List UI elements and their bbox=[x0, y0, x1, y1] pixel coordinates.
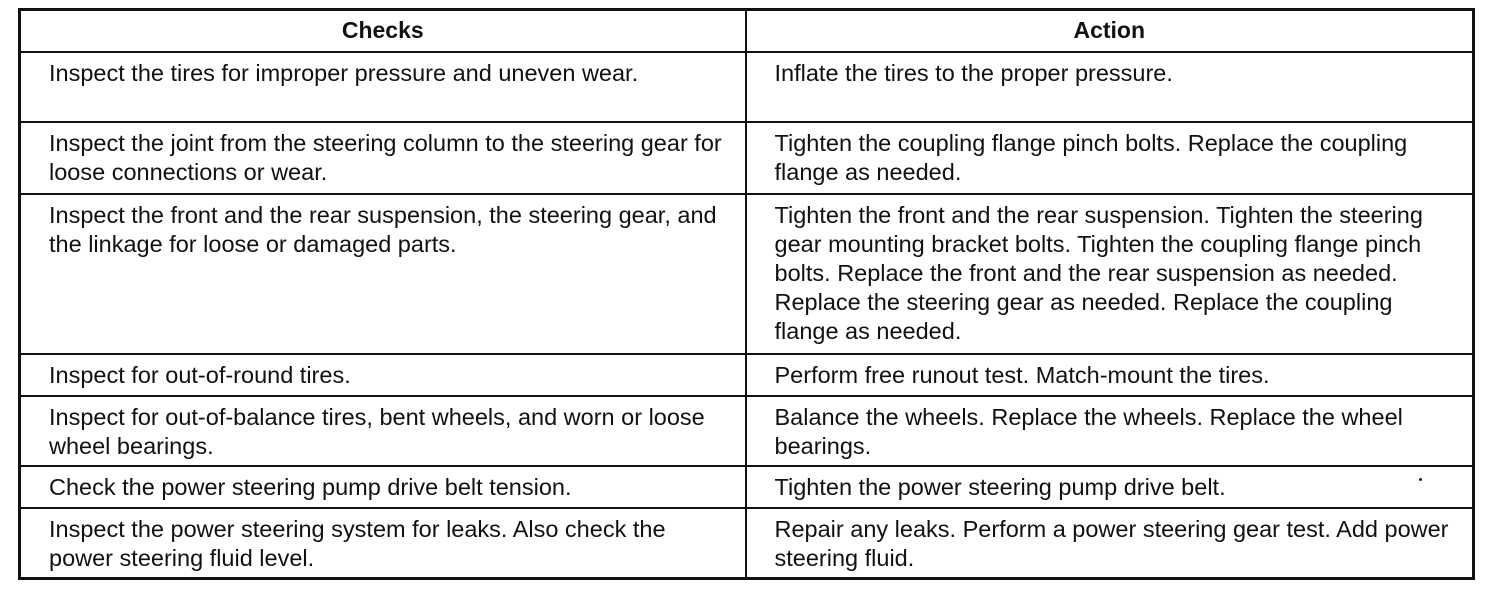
table-row bbox=[20, 508, 1474, 578]
check-cell: Check the power steering pump drive belt tension. bbox=[20, 466, 746, 508]
action-cell: Balance the wheels. Replace the wheels. Replace the wheel bearings. bbox=[746, 396, 1474, 466]
column-header-action: Action bbox=[746, 10, 1474, 53]
scan-speck bbox=[1419, 478, 1422, 481]
action-cell: Tighten the coupling flange pinch bolts. Replace the coupling flange as needed. bbox=[746, 122, 1474, 194]
table-row bbox=[20, 52, 1474, 122]
check-cell: Inspect the joint from the steering column to the steering gear for loose connections or wear. bbox=[20, 122, 746, 194]
check-cell: Inspect the power steering system for leaks. Also check the power steering fluid level. bbox=[20, 508, 746, 578]
diagnosis-table-container bbox=[18, 8, 1472, 580]
action-cell: Tighten the power steering pump drive belt. bbox=[746, 466, 1474, 508]
check-cell: Inspect for out-of-balance tires, bent wheels, and worn or loose wheel bearings. bbox=[20, 396, 746, 466]
check-cell: Inspect for out-of-round tires. bbox=[20, 354, 746, 396]
table-row bbox=[20, 396, 1474, 466]
action-cell: Inflate the tires to the proper pressure. bbox=[746, 52, 1474, 122]
diagnosis-table bbox=[18, 8, 1475, 580]
check-cell: Inspect the front and the rear suspension, the steering gear, and the linkage for loose or damaged parts. bbox=[20, 194, 746, 354]
table-row bbox=[20, 466, 1474, 508]
table-row bbox=[20, 194, 1474, 354]
check-cell: Inspect the tires for improper pressure and uneven wear. bbox=[20, 52, 746, 122]
action-cell: Repair any leaks. Perform a power steering gear test. Add power steering fluid. bbox=[746, 508, 1474, 578]
table-header-row bbox=[20, 10, 1474, 53]
table-row bbox=[20, 354, 1474, 396]
column-header-checks: Checks bbox=[20, 10, 746, 53]
action-cell: Tighten the front and the rear suspension. Tighten the steering gear mounting bracket bolts. Tighten the coupling flange pinch bolts. Replace the front and the rear suspension as needed. Replace the steering gear as needed. Replace the coupling flange as needed. bbox=[746, 194, 1474, 354]
action-cell: Perform free runout test. Match-mount the tires. bbox=[746, 354, 1474, 396]
table-row bbox=[20, 122, 1474, 194]
